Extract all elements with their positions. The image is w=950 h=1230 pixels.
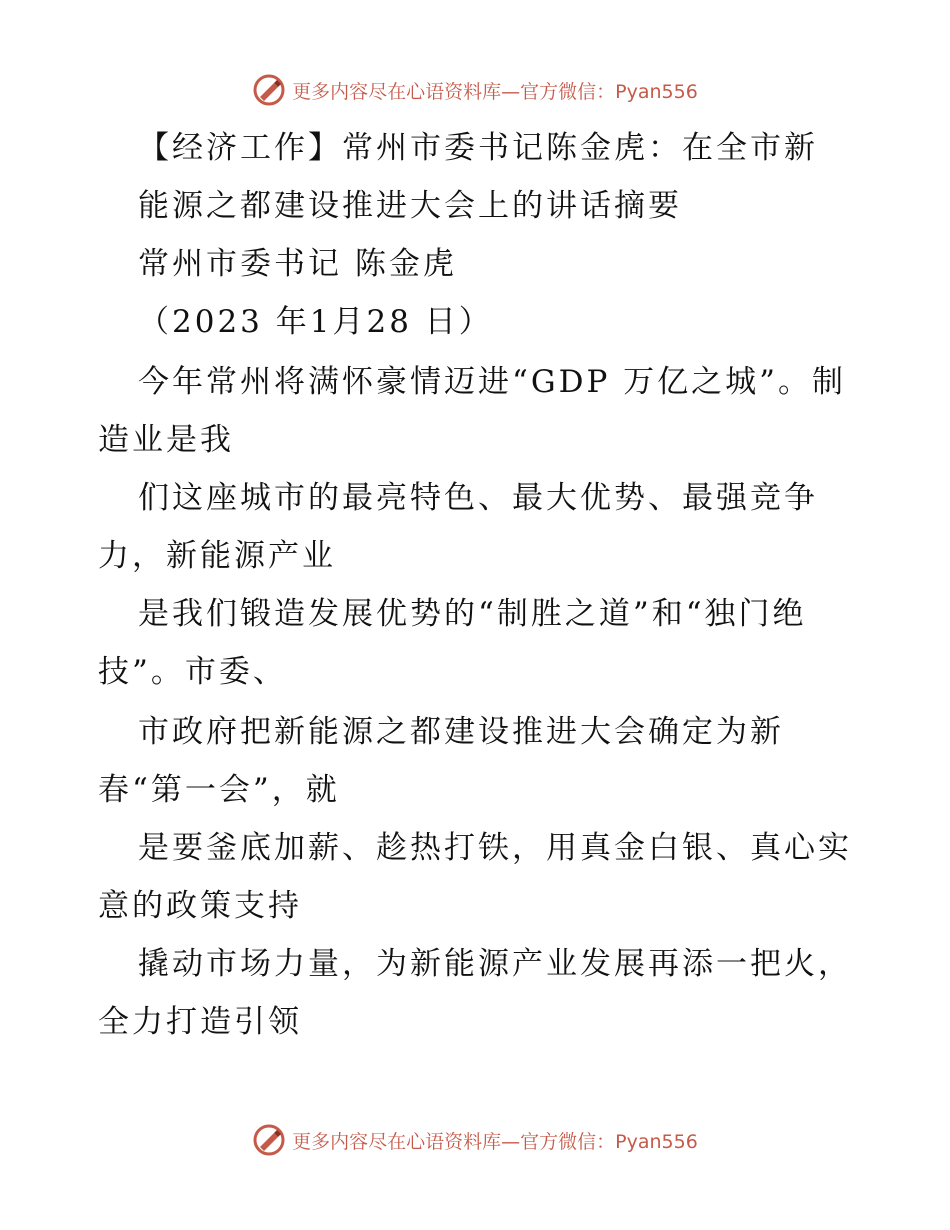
header-watermark — [0, 70, 950, 110]
document-title-line-2: 能源之都建设推进大会上的讲话摘要 — [138, 188, 682, 224]
paragraph-line: 全力打造引领 — [98, 1004, 302, 1040]
paragraph-line: 造业是我 — [98, 422, 234, 458]
footer-watermark — [0, 1120, 950, 1160]
watermark-text: 更多内容尽在心语资料库—官方微信：Pyan556 — [292, 80, 698, 103]
pen-seal-icon — [252, 1123, 286, 1157]
paragraph-line: 是我们锻造发展优势的“制胜之道”和“独门绝 — [138, 596, 807, 632]
paragraph-line: 撬动市场力量，为新能源产业发展再添一把火， — [138, 946, 852, 982]
paragraph-line: 市政府把新能源之都建设推进大会确定为新 — [138, 714, 784, 750]
document-date: （2023 年1月28 日） — [138, 304, 493, 340]
paragraph-line: 意的政策支持 — [98, 888, 302, 924]
paragraph-line: 技”。市委、 — [98, 654, 287, 690]
document-title-line-1: 【经济工作】常州市委书记陈金虎：在全市新 — [138, 130, 818, 166]
paragraph-line: 春“第一会”，就 — [98, 772, 340, 808]
pen-seal-icon — [252, 73, 286, 107]
document-author: 常州市委书记 陈金虎 — [138, 246, 457, 282]
paragraph-line: 是要釜底加薪、趁热打铁，用真金白银、真心实 — [138, 830, 852, 866]
paragraph-line: 们这座城市的最亮特色、最大优势、最强竞争 — [138, 480, 818, 516]
paragraph-line: 今年常州将满怀豪情迈进“GDP 万亿之城”。制 — [138, 364, 847, 400]
watermark-text: 更多内容尽在心语资料库—官方微信：Pyan556 — [292, 1130, 698, 1153]
paragraph-line: 力，新能源产业 — [98, 538, 336, 574]
